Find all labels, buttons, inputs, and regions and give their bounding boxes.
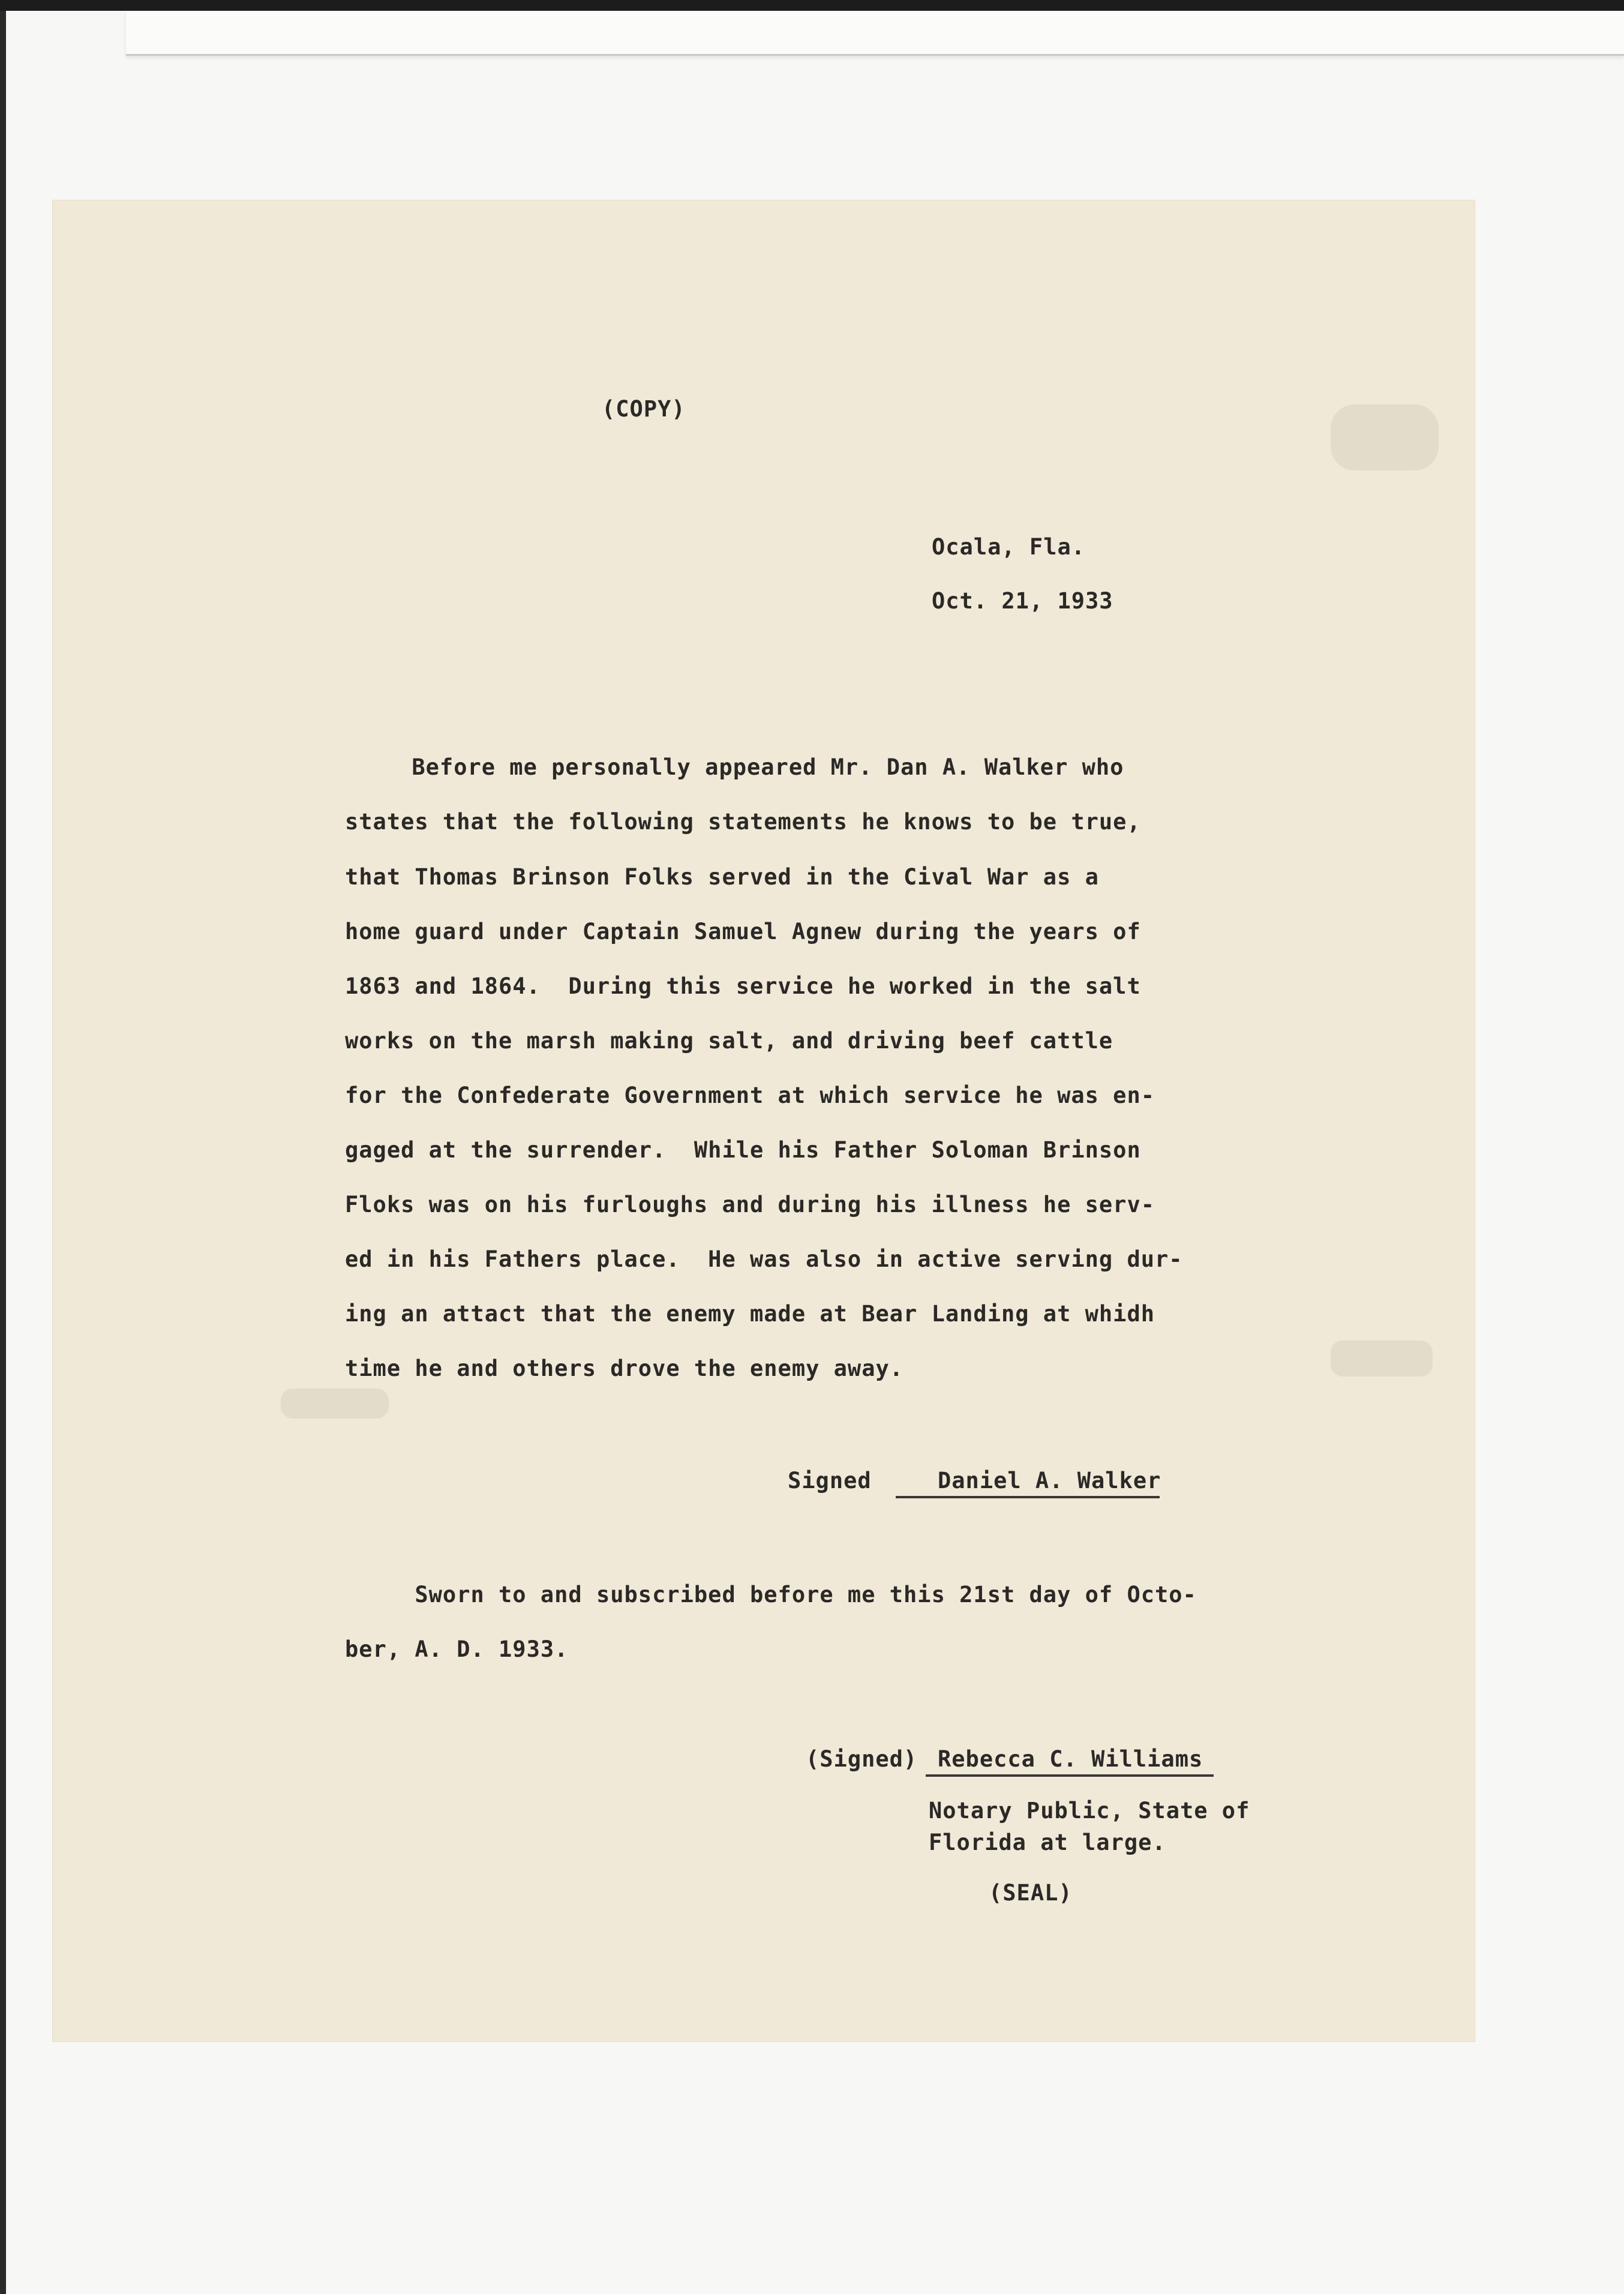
background-sheet <box>126 11 1624 56</box>
ink-smudge <box>1331 1341 1433 1377</box>
document-paper <box>53 200 1475 2041</box>
notary-title-line: Notary Public, State of <box>929 1798 1250 1824</box>
notary-signature-line <box>926 1774 1214 1777</box>
scan-frame-left <box>0 0 6 2294</box>
signature-line <box>896 1496 1160 1498</box>
notary-signed-label: (Signed) <box>806 1746 918 1772</box>
body-line: for the Confederate Government at which service he was en- <box>345 1082 1155 1108</box>
sworn-line: Sworn to and subscribed before me this 21st day of Octo- <box>345 1582 1197 1608</box>
body-line: ing an attact that the enemy made at Bear Landing at whidh <box>345 1301 1155 1327</box>
copy-marker: (COPY) <box>602 396 686 422</box>
body-line: time he and others drove the enemy away. <box>345 1356 904 1381</box>
seal-marker: (SEAL) <box>989 1880 1073 1906</box>
ink-smudge <box>281 1389 389 1419</box>
signed-label: Signed <box>788 1468 872 1494</box>
date-line: Oct. 21, 1933 <box>932 588 1113 614</box>
notary-title-line: Florida at large. <box>929 1830 1166 1855</box>
notary-name: Rebecca C. Williams <box>938 1746 1203 1772</box>
body-line: home guard under Captain Samuel Agnew during the years of <box>345 919 1141 944</box>
signed-name: Daniel A. Walker <box>938 1468 1161 1494</box>
body-line: Floks was on his furloughs and during his illness he serv- <box>345 1192 1155 1218</box>
body-line: Before me personally appeared Mr. Dan A. Walker who <box>342 754 1124 780</box>
place-line: Ocala, Fla. <box>932 534 1086 560</box>
body-line: that Thomas Brinson Folks served in the Cival War as a <box>345 864 1099 890</box>
scan-frame-top <box>0 0 1624 11</box>
body-line: states that the following statements he knows to be true, <box>345 809 1141 835</box>
ink-smudge <box>1331 404 1439 470</box>
sworn-line: ber, A. D. 1933. <box>345 1636 569 1662</box>
body-line: gaged at the surrender. While his Father Soloman Brinson <box>345 1137 1141 1163</box>
body-line: works on the marsh making salt, and driving beef cattle <box>345 1028 1113 1054</box>
body-line: 1863 and 1864. During this service he worked in the salt <box>345 973 1141 999</box>
body-line: ed in his Fathers place. He was also in active serving dur- <box>345 1246 1183 1272</box>
